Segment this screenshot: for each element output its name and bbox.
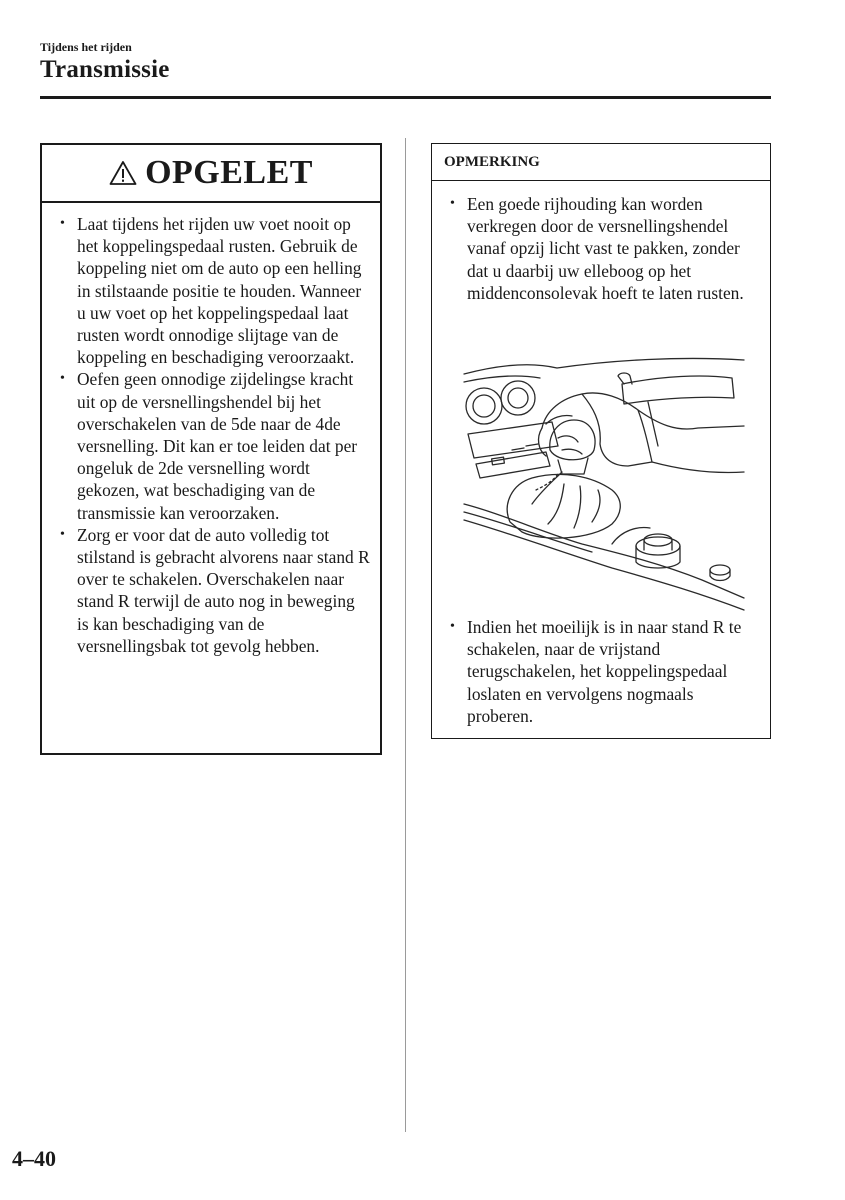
caution-title: OPGELET xyxy=(145,154,313,191)
caution-item-text: Zorg er voor dat de auto volledig tot stilstand is gebracht alvorens naar stand R over te schakelen. Overschakelen naar stand R terwijl de auto nog in beweging is kan beschadiging van de versnellingsbak tot gevolg hebben. xyxy=(77,524,370,656)
note-item xyxy=(450,616,760,727)
bullet-mark: • xyxy=(450,619,455,634)
gear-shift-illustration xyxy=(462,354,746,614)
header-rule xyxy=(40,96,771,99)
caution-item-text: Laat tijdens het rijden uw voet nooit op het koppelingspedaal rusten. Gebruik de koppeling niet om de auto op een helling in stilstaande positie te houden. Wanneer u uw voet op het koppelingspedaal laat rusten wordt onnodige slijtage van de koppeling en beschadiging veroorzaakt. xyxy=(77,214,362,368)
note-item-text: Een goede rijhouding kan worden verkregen door de versnellingshendel vanaf opzij licht vast te pakken, zonder dat u daarbij uw elleboog op het middenconsolevak hoeft te laten rusten. xyxy=(467,194,744,303)
note-box xyxy=(431,143,771,739)
caution-box xyxy=(40,143,382,755)
caution-item xyxy=(60,213,370,368)
caution-list xyxy=(42,203,380,657)
page-number: 4–40 xyxy=(12,1146,56,1171)
caution-header xyxy=(42,145,380,203)
note-list xyxy=(432,181,770,304)
bullet-mark: • xyxy=(60,371,65,387)
bullet-mark: • xyxy=(450,196,455,211)
warning-triangle-icon xyxy=(109,160,137,186)
note-item xyxy=(450,193,760,304)
bullet-mark: • xyxy=(60,216,65,231)
column-divider xyxy=(405,138,406,1132)
caution-item-text: Oefen geen onnodige zijdelingse kracht uit op de versnellingshendel bij het overschakelen van de 5de naar de 4de versnelling. Dit kan er toe leiden dat per ongeluk de 2de versnelling wordt gekozen, wat beschadiging van de transmissie kan veroorzaken. xyxy=(77,369,358,523)
note-title: OPMERKING xyxy=(432,144,770,181)
bullet-mark: • xyxy=(60,526,65,542)
caution-item xyxy=(60,368,370,523)
section-label: Tijdens het rijden xyxy=(40,40,132,54)
note-item-text: Indien het moeilijk is in naar stand R te schakelen, naar de vrijstand terugschakelen, het koppelingspedaal loslaten en vervolgens nogmaals proberen. xyxy=(467,617,742,726)
note-list-after xyxy=(450,616,760,727)
caution-item xyxy=(60,524,370,657)
chapter-title: Transmissie xyxy=(40,56,170,83)
